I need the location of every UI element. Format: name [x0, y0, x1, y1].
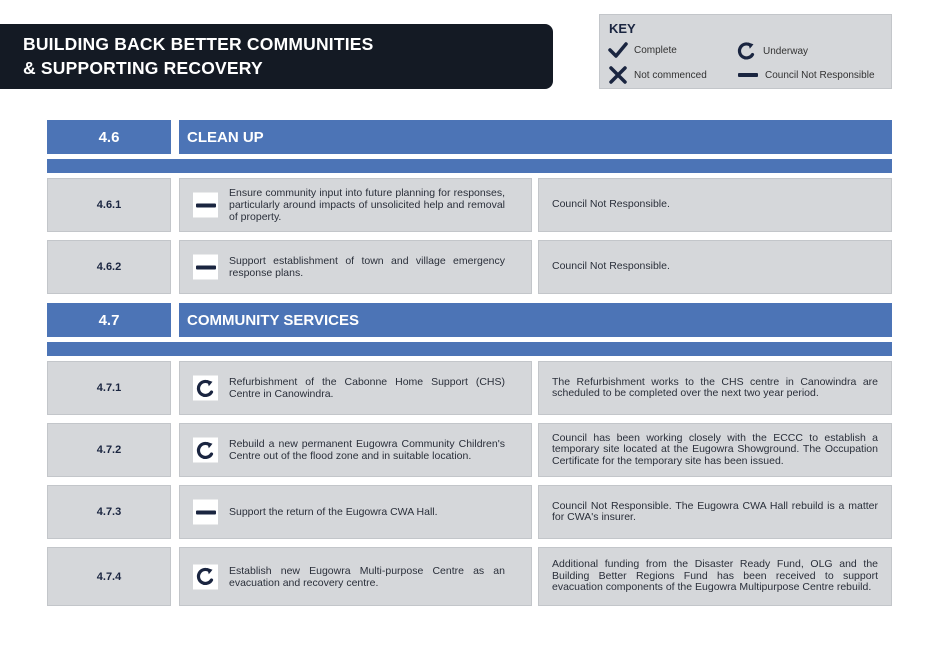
- status-indicator: [193, 255, 218, 280]
- status-indicator: [193, 438, 218, 463]
- dash-icon: [737, 66, 759, 84]
- status-key: [599, 14, 892, 89]
- row-response: [538, 547, 892, 606]
- status-indicator: [193, 500, 218, 525]
- key-complete: [608, 41, 677, 59]
- row-response: [538, 178, 892, 232]
- key-complete-label: Complete: [634, 44, 677, 56]
- dash-icon: [196, 195, 216, 215]
- underway-arrow-icon: [196, 567, 216, 587]
- row-response-text: Additional funding from the Disaster Ready Fund, OLG and the Building Better Regions Fund has been received to support evacuation components of the Eugowra Multipurpose Centre rebuild.: [552, 558, 878, 594]
- key-title: KEY: [609, 21, 636, 36]
- row-description-text: Support the return of the Eugowra CWA Hall.: [229, 506, 438, 518]
- page-title-line-1: BUILDING BACK BETTER COMMUNITIES: [23, 34, 374, 54]
- cross-icon: [608, 66, 628, 84]
- row-id: 4.7.1: [47, 361, 171, 415]
- page-title-line-2: & SUPPORTING RECOVERY: [23, 58, 263, 78]
- row-description-text: Rebuild a new permanent Eugowra Community Children's Centre out of the flood zone and in suitable location.: [229, 438, 505, 462]
- section-title: CLEAN UP: [179, 120, 892, 154]
- key-underway: [737, 41, 808, 61]
- underway-arrow-icon: [737, 41, 757, 61]
- row-response-text: Council Not Responsible.: [552, 198, 670, 211]
- row-id: 4.7.2: [47, 423, 171, 477]
- dash-icon: [196, 502, 216, 522]
- row-description-text: Support establishment of town and village emergency response plans.: [229, 255, 505, 279]
- underway-arrow-icon: [196, 440, 216, 460]
- key-council-not-responsible-label: Council Not Responsible: [765, 69, 875, 81]
- section-title: COMMUNITY SERVICES: [179, 303, 892, 337]
- row-response-text: Council Not Responsible. The Eugowra CWA Hall rebuild is a matter for CWA's insurer.: [552, 499, 878, 523]
- row-response-text: The Refurbishment works to the CHS centre in Canowindra are scheduled to be completed over the next two year period.: [552, 375, 878, 399]
- dash-icon: [196, 257, 216, 277]
- key-not-commenced-label: Not commenced: [634, 69, 707, 81]
- row-description: [179, 485, 532, 539]
- checkmark-icon: [608, 41, 628, 59]
- section-number: 4.7: [47, 303, 171, 337]
- page-title-banner: [0, 24, 553, 89]
- status-indicator: [193, 193, 218, 218]
- row-response-text: Council has been working closely with the ECCC to establish a temporary site located at the Eugowra Showground. The Occupation Certificate for the temporary site has been issued.: [552, 431, 878, 467]
- row-response: [538, 423, 892, 477]
- key-council-not-responsible: [737, 66, 875, 84]
- row-description: [179, 547, 532, 606]
- row-id: 4.6.2: [47, 240, 171, 294]
- row-description: [179, 240, 532, 294]
- key-underway-label: Underway: [763, 45, 809, 57]
- row-response: [538, 240, 892, 294]
- section-divider: [47, 342, 892, 356]
- row-description: [179, 361, 532, 415]
- status-indicator: [193, 376, 218, 401]
- row-description-text: Establish new Eugowra Multi-purpose Centre as an evacuation and recovery centre.: [229, 564, 505, 589]
- row-response: [538, 485, 892, 539]
- key-not-commenced: [608, 66, 707, 84]
- row-id: 4.7.3: [47, 485, 171, 539]
- row-id: 4.6.1: [47, 178, 171, 232]
- row-id: 4.7.4: [47, 547, 171, 606]
- section-number: 4.6: [47, 120, 171, 154]
- row-description-text: Refurbishment of the Cabonne Home Support (CHS) Centre in Canowindra.: [229, 376, 505, 400]
- section-divider: [47, 159, 892, 173]
- row-response-text: Council Not Responsible.: [552, 260, 670, 273]
- underway-arrow-icon: [196, 378, 216, 398]
- row-description: [179, 423, 532, 477]
- row-response: [538, 361, 892, 415]
- row-description-text: Ensure community input into future planning for responses, particularly around impacts of unsolicited help and removal of property.: [229, 187, 505, 223]
- row-description: [179, 178, 532, 232]
- status-indicator: [193, 564, 218, 589]
